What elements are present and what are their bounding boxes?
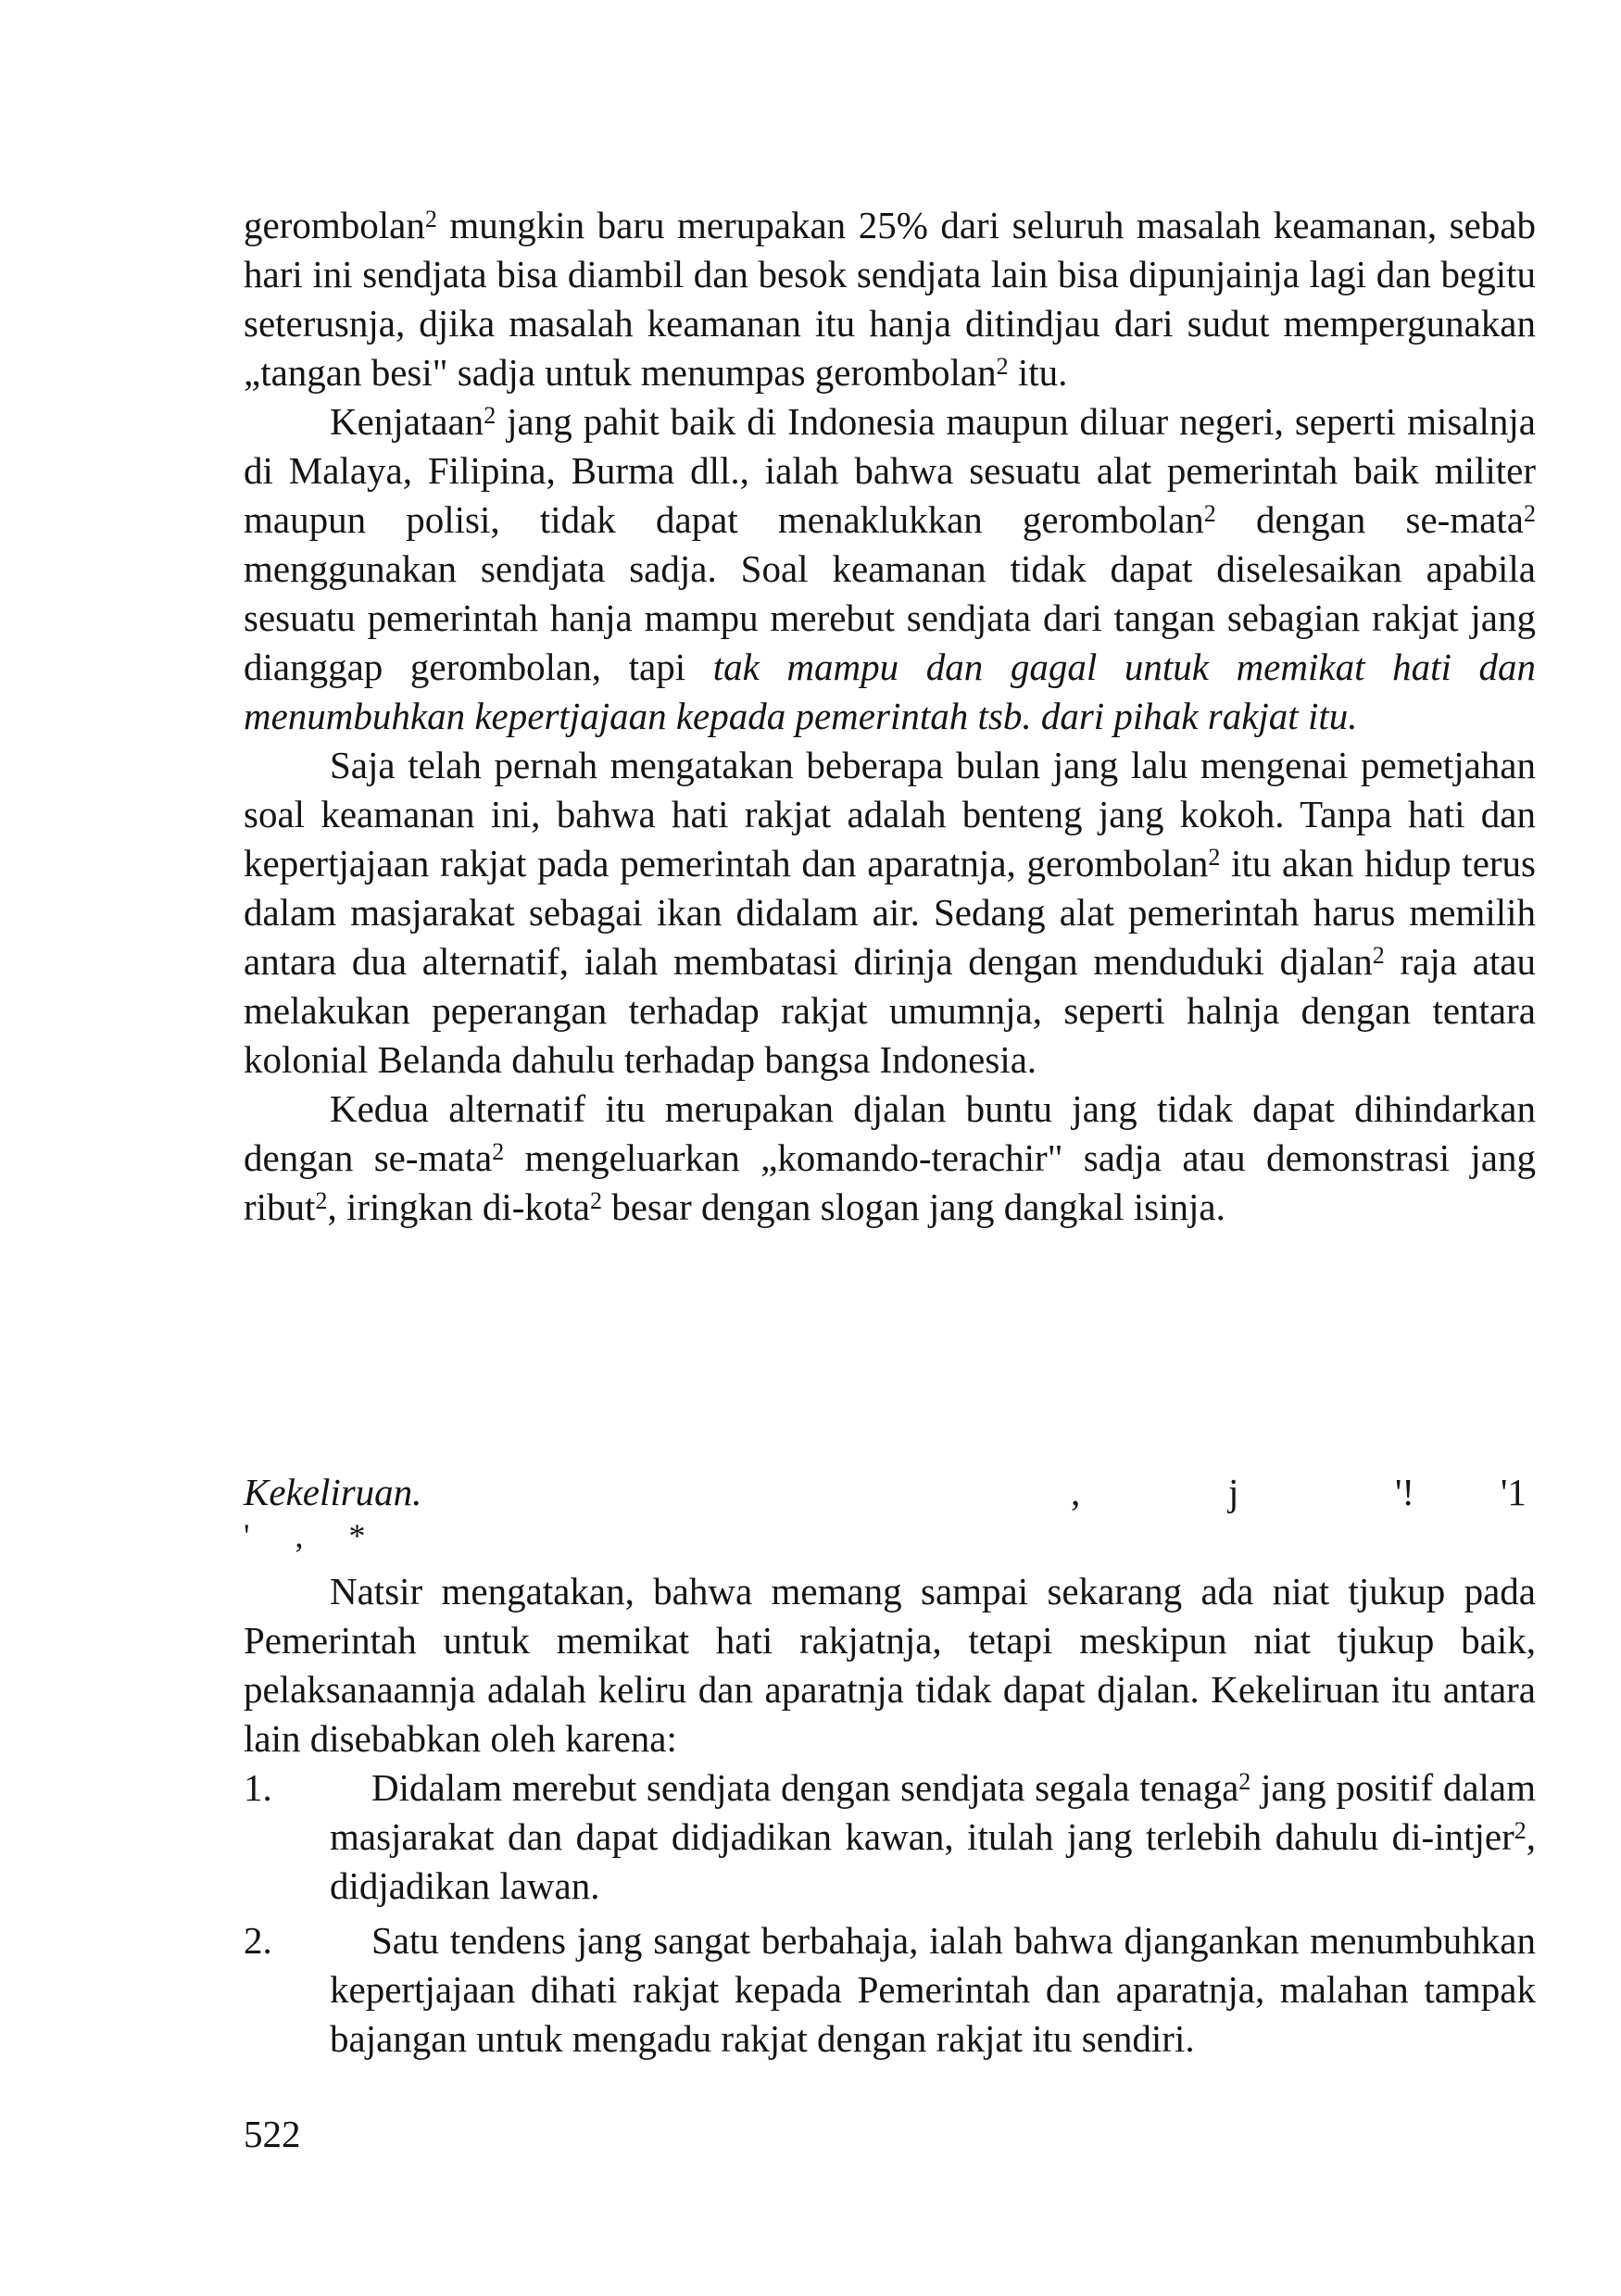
superscript-mark: 2: [484, 402, 496, 429]
text-run: Natsir mengatakan, bahwa memang sampai sekarang ada niat tjukup pada Pemerintah untuk memikat hati rakjatnja, tetapi meskipun niat tjukup baik, pelaksanaannja adalah keliru dan aparatnja tidak dapat djalan. Kekeliruan itu antara lain disebabkan oleh karena:: [244, 1570, 1536, 1760]
list-item-2: [244, 1916, 1536, 2064]
italic-run: tak mampu dan gagal untuk memikat hati dan menumbuhkan kepertjajaan kepada pemerintah tsb. dari pihak rakjat itu.: [244, 646, 1536, 737]
list-item-1: [244, 1763, 1536, 1911]
list-number-2: 2.: [244, 1919, 272, 1962]
text-run: raja atau melakukan peperangan terhadap rakjat umumnja, seperti halnja dengan tentara kolonial Belanda dahulu terhadap bangsa Indonesia.: [244, 940, 1536, 1081]
paragraph-2: [244, 397, 1536, 741]
text-run: jang positif dalam masjarakat dan dapat didjadikan kawan, itulah jang terlebih dahulu di-intjer: [330, 1766, 1536, 1858]
superscript-mark: 2: [1524, 500, 1536, 527]
stray-mark-2: j: [1228, 1471, 1239, 1513]
paragraph-1: [244, 201, 1536, 397]
section-heading-row: [244, 1468, 1536, 1517]
list-item-1-text: [330, 1763, 1536, 1911]
superscript-mark: 2: [315, 1187, 328, 1214]
text-run: menggunakan sendjata sadja. Soal keamanan tidak dapat diselesaikan apabila sesuatu pemerintah hanja mampu merebut sendjata dari tangan sebagian rakjat jang dianggap gerombolan, tapi: [244, 547, 1536, 688]
paragraph-5: [244, 1567, 1536, 1763]
text-run: besar dengan slogan jang dangkal isinja.: [601, 1186, 1225, 1228]
section-heading: Kekeliruan.: [244, 1471, 422, 1513]
superscript-mark: 2: [1208, 844, 1221, 871]
page-number: 522: [244, 2113, 301, 2155]
superscript-mark: 2: [424, 206, 437, 232]
paragraph-3: [244, 741, 1536, 1085]
text-run: Kedua alternatif itu merupakan djalan buntu jang tidak dapat dihindarkan dengan se-mata: [244, 1087, 1536, 1179]
paragraph-4: [244, 1085, 1536, 1232]
superscript-mark: 2: [996, 353, 1009, 380]
text-run: Satu tendens jang sangat berbahaja, ialah bahwa djangankan menumbuhkan kepertjajaan dihati rakjat kepada Pemerintah dan aparatnja, malahan tampak bajangan untuk mengadu rakjat dengan rakjat itu sendiri.: [330, 1919, 1536, 2060]
text-run: Didalam merebut sendjata dengan sendjata segala tenaga: [371, 1766, 1239, 1809]
text-run: jang pahit baik di Indonesia maupun diluar negeri, seperti misalnja di Malaya, Filipina, Burma dll., ialah bahwa sesuatu alat pemerintah baik militer maupun polisi, tidak dapat menaklukkan gerombolan: [244, 400, 1536, 541]
text-run: itu.: [1008, 351, 1068, 394]
text-run: Kenjataan: [330, 400, 484, 443]
superscript-mark: 2: [492, 1138, 505, 1165]
list-number-1: 1.: [244, 1766, 272, 1809]
body-text-bottom: [244, 1567, 1536, 2064]
text-run: Saja telah pernah mengatakan beberapa bulan jang lalu mengenai pemetjahan soal keamanan ini, bahwa hati rakjat adalah benteng jang kokoh. Tanpa hati dan kepertjajaan rakjat pada pemerintah dan aparatnja, gerombolan: [244, 744, 1536, 885]
text-run: , didjadikan lawan.: [330, 1815, 1536, 1907]
superscript-mark: 2: [1203, 500, 1216, 527]
text-run: gerombolan: [244, 204, 425, 246]
text-run: dengan se-mata: [1215, 498, 1524, 541]
stray-mark-1: ,: [1071, 1471, 1081, 1513]
stray-mark-3: '!: [1395, 1471, 1415, 1513]
body-text-top: [244, 201, 1536, 1232]
stray-mark-4: '1: [1501, 1471, 1527, 1513]
superscript-mark: 2: [1372, 942, 1385, 969]
stray-marks-line: ' , *: [244, 1517, 384, 1554]
superscript-mark: 2: [1238, 1768, 1251, 1795]
superscript-mark: 2: [1514, 1817, 1527, 1844]
list-item-2-text: [330, 1916, 1536, 2064]
text-run: mungkin baru merupakan 25% dari seluruh masalah keamanan, sebab hari ini sendjata bisa diambil dan besok sendjata lain bisa dipunjainja lagi dan begitu seterusnja, djika masalah keamanan itu hanja ditindjau dari sudut mempergunakan „tangan besi" sadja untuk menumpas gerombolan: [244, 204, 1536, 394]
text-run: itu akan hidup terus dalam masjarakat sebagai ikan didalam air. Sedang alat pemerintah harus memilih antara dua alternatif, ialah membatasi dirinja dengan menduduki djalan: [244, 842, 1536, 983]
text-run: , iringkan di-kota: [327, 1186, 590, 1228]
superscript-mark: 2: [589, 1187, 602, 1214]
text-run: mengeluarkan „komando-terachir" sadja atau demonstrasi jang ribut: [244, 1136, 1536, 1228]
